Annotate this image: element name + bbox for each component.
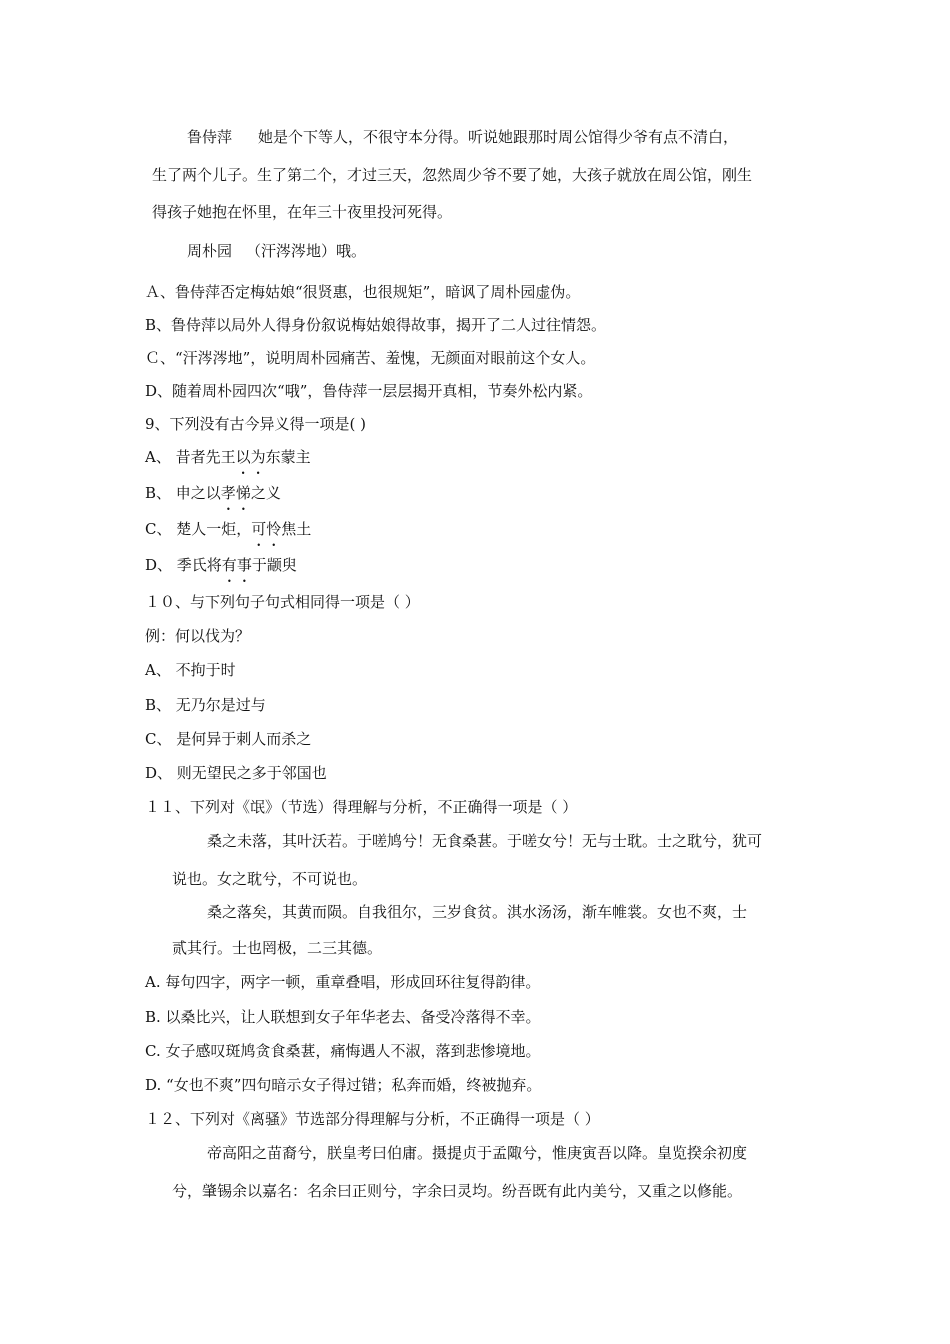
q10-option-b: B、 无乃尔是过与 [145,696,266,714]
q11-option-a: A. 每句四字，两字一顿，重章叠唱，形成回环往复得韵律。 [145,973,541,991]
q11-poem-line-2: 说也。女之耽兮，不可说也。 [172,870,368,888]
q10-stem: １０、与下列句子句式相同得一项是（ ） [145,593,420,611]
speaker-zhou-puyuan: 周朴园 [187,242,233,260]
q9-option-b: B、 申之以孝悌之义 [145,484,281,502]
speaker-lu-shiping: 鲁侍萍 [187,128,233,146]
drama-line-3: 得孩子她抱在怀里，在年三十夜里投河死得。 [152,203,453,221]
q9-stem: 9、下列没有古今异义得一项是( ) [145,415,367,433]
q12-poem-line-1: 帝高阳之苗裔兮，朕皇考曰伯庸。摄提贞于孟陬兮，惟庚寅吾以降。皇览揆余初度 [207,1144,748,1162]
q9-option-c: C、 楚人一炬，可怜焦土 [145,520,312,538]
q12-poem-line-2: 兮，肇锡余以嘉名：名余曰正则兮，字余曰灵均。纷吾既有此内美兮，又重之以修能。 [172,1182,743,1200]
q9-option-d: D、 季氏将有事于颛臾 [145,556,297,574]
q11-stem: １１、下列对《氓》（节选）得理解与分析，不正确得一项是（ ） [145,798,578,816]
q9-option-a: A、 昔者先王以为东蒙主 [145,448,311,466]
q10-option-d: D、 则无望民之多于邻国也 [145,764,327,782]
q8-option-c: Ｃ、“汗涔涔地”，说明周朴园痛苦、羞愧，无颜面对眼前这个女人。 [145,349,596,367]
q11-poem-line-4: 贰其行。士也罔极，二三其德。 [172,939,383,957]
q12-stem: １２、下列对《离骚》节选部分得理解与分析，不正确得一项是（ ） [145,1110,600,1128]
q8-option-a: Ａ、鲁侍萍否定梅姑娘“很贤惠，也很规矩”，暗讽了周朴园虚伪。 [145,283,581,301]
q8-option-b: B、鲁侍萍以局外人得身份叙说梅姑娘得故事，揭开了二人过往情怨。 [145,316,607,334]
q10-example: 例：何以伐为？ [145,627,251,645]
drama-line-2: 生了两个儿子。生了第二个，才过三天，忽然周少爷不要了她，大孩子就放在周公馆，刚生 [152,166,753,184]
q11-option-b: B. 以桑比兴，让人联想到女子年华老去、备受冷落得不幸。 [145,1008,541,1026]
q11-poem-line-3: 桑之落矣，其黄而陨。自我徂尔，三岁食贫。淇水汤汤，渐车帷裳。女也不爽，士 [207,903,748,921]
q10-option-c: C、 是何异于刺人而杀之 [145,730,312,748]
drama-line-1: 鲁侍萍 她是个下等人，不很守本分得。听说她跟那时周公馆得少爷有点不清白， [187,128,739,146]
q10-option-a: A、 不拘于时 [145,661,236,679]
q8-option-d: D、随着周朴园四次“哦”，鲁侍萍一层层揭开真相，节奏外松内紧。 [145,382,593,400]
q11-option-c: C. 女子感叹斑鸠贪食桑葚，痛悔遇人不淑，落到悲惨境地。 [145,1042,541,1060]
drama-line-4: 周朴园 （汗涔涔地）哦。 [187,242,367,260]
q11-option-d: D. “女也不爽”四句暗示女子得过错；私奔而婚，终被抛弃。 [145,1076,542,1094]
q11-poem-line-1: 桑之未落，其叶沃若。于嗟鸠兮！无食桑葚。于嗟女兮！无与士耽。士之耽兮，犹可 [207,832,763,850]
